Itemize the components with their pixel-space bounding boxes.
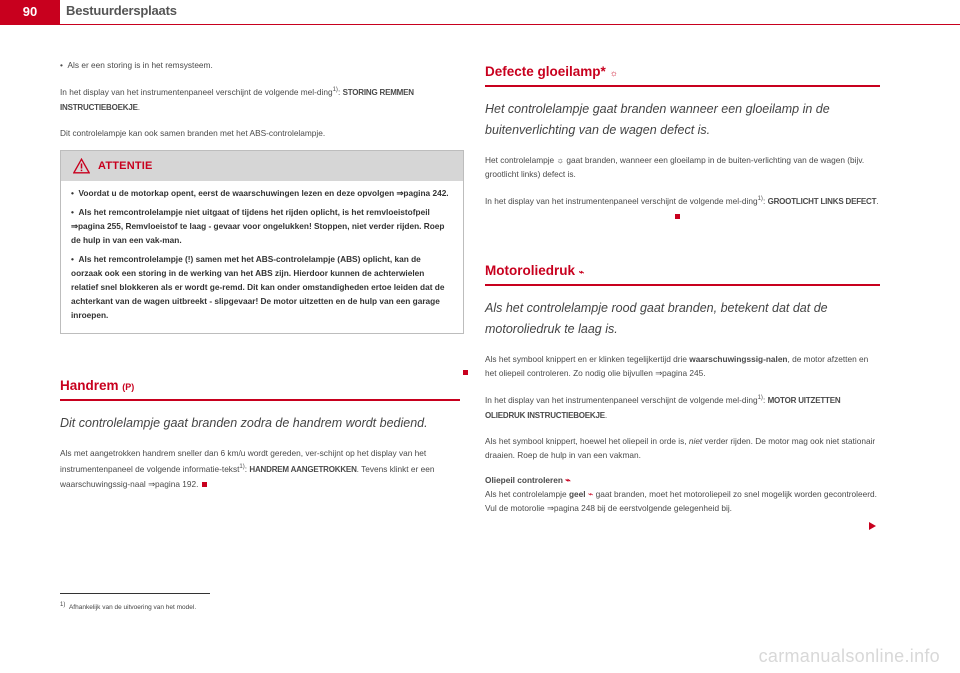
footnote: $^{1)}$ Afhankelijk van de uitvoering van het model. (60, 602, 197, 612)
warning-header (61, 151, 463, 181)
section-rule (485, 284, 880, 286)
gloeilamp-display-message: In het display van het instrumentenpaneel verschijnt de volgende mel-ding$^{1)}$: GROOTLICHT LINKS DEFECT. (485, 192, 880, 223)
left-column (60, 58, 460, 491)
warning-item: • Voordat u de motorkap opent, eerst de waarschuwingen lezen en deze opvolgen ⇒pagina 242. (71, 187, 449, 198)
handrem-lead: Dit controlelampje gaat branden zodra de handrem wordt bediend. (60, 415, 428, 430)
paragraph-display-message: In het display van het instrumentenpaneel verschijnt de volgende mel-ding$^{1)}$: STORING REMMEN INSTRUCTIEBOEKJE. (60, 86, 414, 112)
warning-item: • Als het remcontrolelampje (!) samen met het ABS-controlelampje (ABS) oplicht, kan de oorzaak ook een storing in de werking van het ABS zijn. Hierdoor kunnen de achterwielen relatief snel blokkeren als er wordt ge-remd. Dit kan onder omstandigheden ertoe leiden dat de achterkant van de wagen uitbreekt - slipgevaar! De motor uitzetten en de hulp van een garage inroepen. (71, 253, 445, 320)
gloeilamp-body: Het controlelampje ☼ gaat branden, wanneer een gloeilamp in de buiten-verlichting van de wagen (bijv. grootlicht links) defect is. (485, 155, 865, 179)
footnote-rule (60, 593, 210, 594)
oliedruk-body-1: Als het symbool knippert en er klinken tegelijkertijd drie waarschuwingssig-nalen, de motor afzetten en het oliepeil controleren. Zo nodig olie bijvullen ⇒pagina 245. (485, 353, 869, 378)
handbrake-icon: (P) (122, 381, 135, 392)
oliepeil-body: Als het controlelampje geel ⌁ gaat branden, moet het motoroliepeil zo snel mogelijk worden gecontroleerd. Vul de motorolie ⇒pagina 248 bij de eerstvolgende gelegenheid bij. (485, 488, 877, 513)
section-title-oliedruk: Motoroliedruk ⌁ (485, 262, 585, 278)
section-rule (485, 85, 880, 87)
oliedruk-display-message: In het display van het instrumentenpaneel verschijnt de volgende mel-ding$^{1)}$: MOTOR UITZETTEN OLIEDRUK INSTRUCTIEBOEKJE. (485, 394, 841, 420)
page-title: Bestuurdersplaats (66, 3, 177, 18)
oil-can-icon: ⌁ (587, 488, 594, 499)
oliepeil-subhead: Oliepeil controleren ⌁ (485, 474, 571, 485)
bullet-intro: • Als er een storing is in het remsysteem. (60, 60, 213, 70)
right-column (485, 64, 880, 515)
handrem-body: Als met aangetrokken handrem sneller dan 6 km/u wordt gereden, ver-schijnt op het display van het instrumentenpaneel de volgende informatie-tekst$^{1)}$: HANDREM AANGETROKKEN. Tevens klinkt er een waarschuwingssig-naal ⇒pagina 192. (60, 447, 435, 489)
oil-can-icon: ⌁ (578, 266, 585, 277)
section-title-gloeilamp: Defecte gloeilamp* ☼ (485, 64, 618, 79)
warning-triangle-icon (73, 158, 90, 174)
warning-title: ATTENTIE (98, 159, 153, 172)
warning-box (60, 150, 464, 334)
header-rule (0, 24, 960, 25)
section-end-mark (202, 482, 207, 487)
section-rule (60, 399, 460, 401)
bulb-icon: ☼ (609, 68, 618, 78)
watermark: carmanualsonline.info (758, 646, 940, 666)
continue-arrow-icon (869, 522, 876, 530)
section-end-mark (675, 214, 680, 219)
oil-can-icon: ⌁ (565, 474, 571, 485)
warning-end-mark (463, 370, 468, 375)
warning-item: • Als het remcontrolelampje niet uitgaat of tijdens het rijden oplicht, is het remvloeistofpeil ⇒pagina 255, Remvloeistof te laag - gevaar voor ongelukken! Stoppen, niet verder rijden. Roep de hulp in van een vak-man. (71, 206, 445, 245)
oliedruk-body-3: Als het symbool knippert, hoewel het oliepeil in orde is, niet verder rijden. De motor mag ook niet stationair draaien. Roep de hulp in van een vakman. (485, 435, 876, 460)
oliedruk-lead: Als het controlelampje rood gaat branden, betekent dat dat de motoroliedruk te laag is. (485, 300, 828, 336)
warning-body (61, 181, 463, 333)
page-number: 90 (0, 0, 60, 24)
paragraph-abs: Dit controlelampje kan ook samen branden met het ABS-controlelampje. (60, 127, 326, 138)
section-title-handrem: Handrem (P) (60, 377, 135, 393)
gloeilamp-lead: Het controlelampje gaat branden wanneer een gloeilamp in de buitenverlichting van de wagen defect is. (485, 102, 830, 137)
